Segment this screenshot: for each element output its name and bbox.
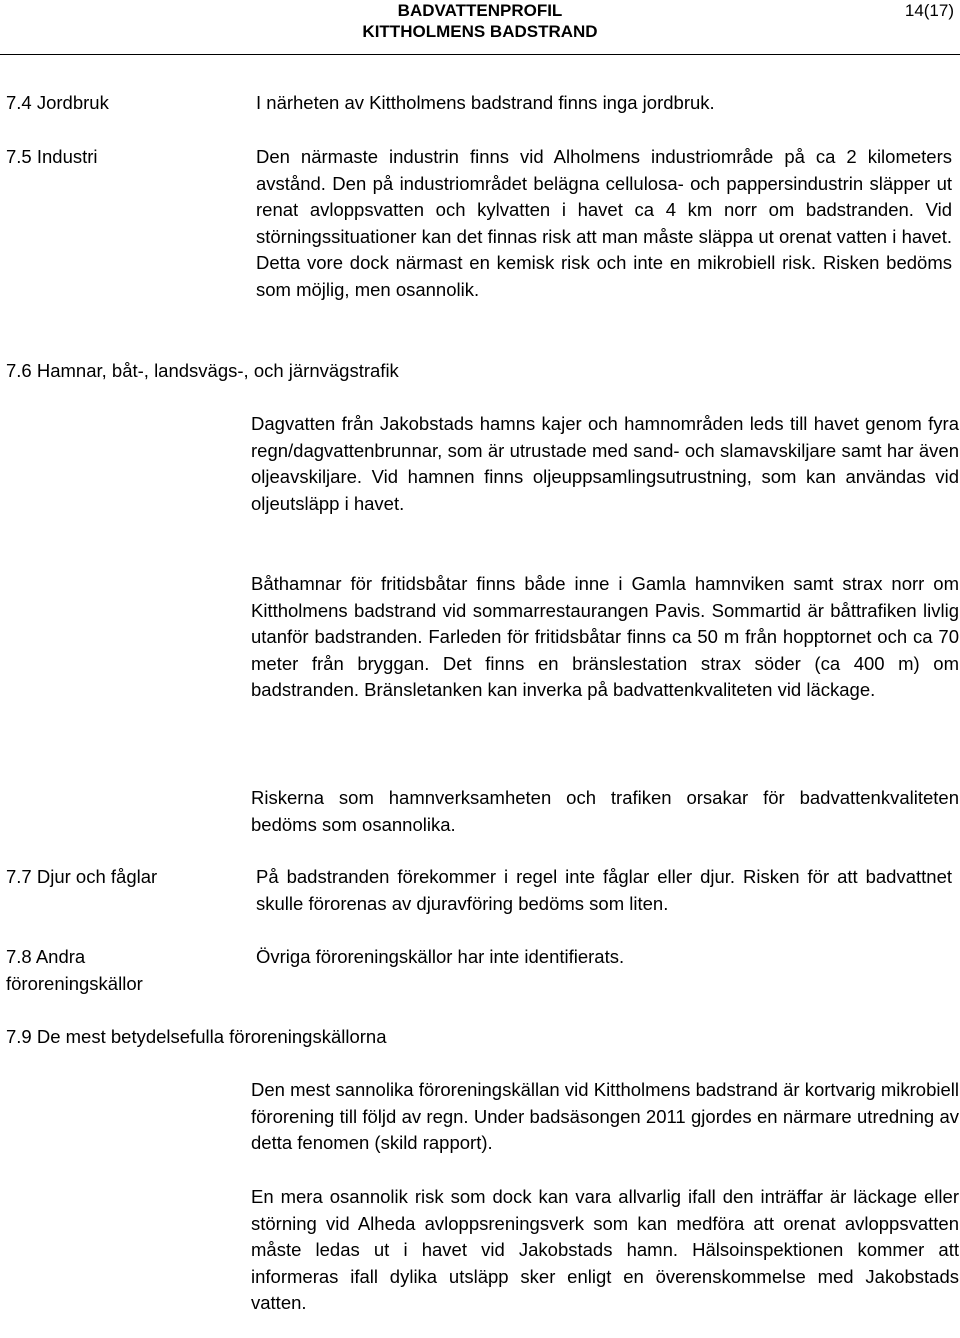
section-7-4-text: I närheten av Kittholmens badstrand finns inga jordbruk. xyxy=(256,92,715,113)
section-7-4-label: 7.4 Jordbruk xyxy=(6,92,109,113)
section-7-6-paragraph-2: Båthamnar för fritidsbåtar finns både inne i Gamla hamnviken samt strax norr om Kittholmens badstrand vid sommarrestaurangen Pavis. Sommartid är båttrafiken livlig utanför badstranden. Farleden för fritidsbåtar finns ca 50 m från hopptornet och ca 70 meter från bryggan. Det finns en bränslestation strax söder (ca 400 m) om badstranden. Bränsletanken kan inverka på badvattenkvaliteten vid läckage. xyxy=(251,573,959,701)
page-number: 14(17) xyxy=(904,1,954,20)
page-header xyxy=(0,0,960,60)
section-7-6-paragraph-3: Riskerna som hamnverksamheten och trafiken orsakar för badvattenkvaliteten bedöms som osannolika. xyxy=(251,787,959,835)
section-7-7-label: 7.7 Djur och fåglar xyxy=(6,866,158,887)
section-7-9-paragraph-2: En mera osannolik risk som dock kan vara allvarlig ifall den inträffar är läckage eller störning vid Alheda avloppsreningsverk som kan medföra att orenat avloppsvatten måste ledas ut i havet vid Jakobstads hamn. Hälsoinspektionen kommer att informeras ifall dylika utsläpp sker enligt en överenskommelse med Jakobstads vatten. xyxy=(251,1186,959,1314)
section-7-9-paragraph-1: Den mest sannolika föroreningskällan vid Kittholmens badstrand är kortvarig mikrobiell förorening till följd av regn. Under badsäsongen 2011 gjordes en närmare utredning av detta fenomen (skild rapport). xyxy=(251,1079,959,1154)
section-7-6-paragraph-1: Dagvatten från Jakobstads hamns kajer och hamnområden leds till havet genom fyra regn/dagvattenbrunnar, som är utrustade med sand- och slamavskiljare samt har även oljeavskiljare. Vid hamnen finns oljeuppsamlingsutrustning, som kan användas vid oljeutsläpp i havet. xyxy=(251,413,959,514)
section-7-8-text: Övriga föroreningskällor har inte identifierats. xyxy=(256,946,625,967)
section-7-6-heading: 7.6 Hamnar, båt-, landsvägs-, och järnvägstrafik xyxy=(6,360,399,381)
header-subtitle: KITTHOLMENS BADSTRAND xyxy=(362,22,598,41)
section-7-5-label: 7.5 Industri xyxy=(6,146,98,167)
section-7-5-text: Den närmaste industrin finns vid Alholmens industriområde på ca 2 kilometers avstånd. Den på industriområdet belägna cellulosa- och pappersindustrin släpper ut renat avloppsvatten och kylvatten i havet ca 4 km norr om badstranden. Vid störningssituationer kan det finnas risk att man måste släppa ut orenat vatten i havet. Detta vore dock närmast en kemisk risk och inte en mikrobiell risk. Risken bedöms som möjlig, men osannolik. xyxy=(256,146,952,300)
header-divider xyxy=(0,54,960,55)
section-7-9-heading: 7.9 De mest betydelsefulla föroreningskällorna xyxy=(6,1026,387,1047)
section-7-8-label: 7.8 Andra föroreningskällor xyxy=(6,946,143,994)
section-7-7-text: På badstranden förekommer i regel inte fåglar eller djur. Risken för att badvattnet skulle förorenas av djuravföring bedöms som liten. xyxy=(256,866,952,914)
header-title: BADVATTENPROFIL xyxy=(397,1,563,20)
